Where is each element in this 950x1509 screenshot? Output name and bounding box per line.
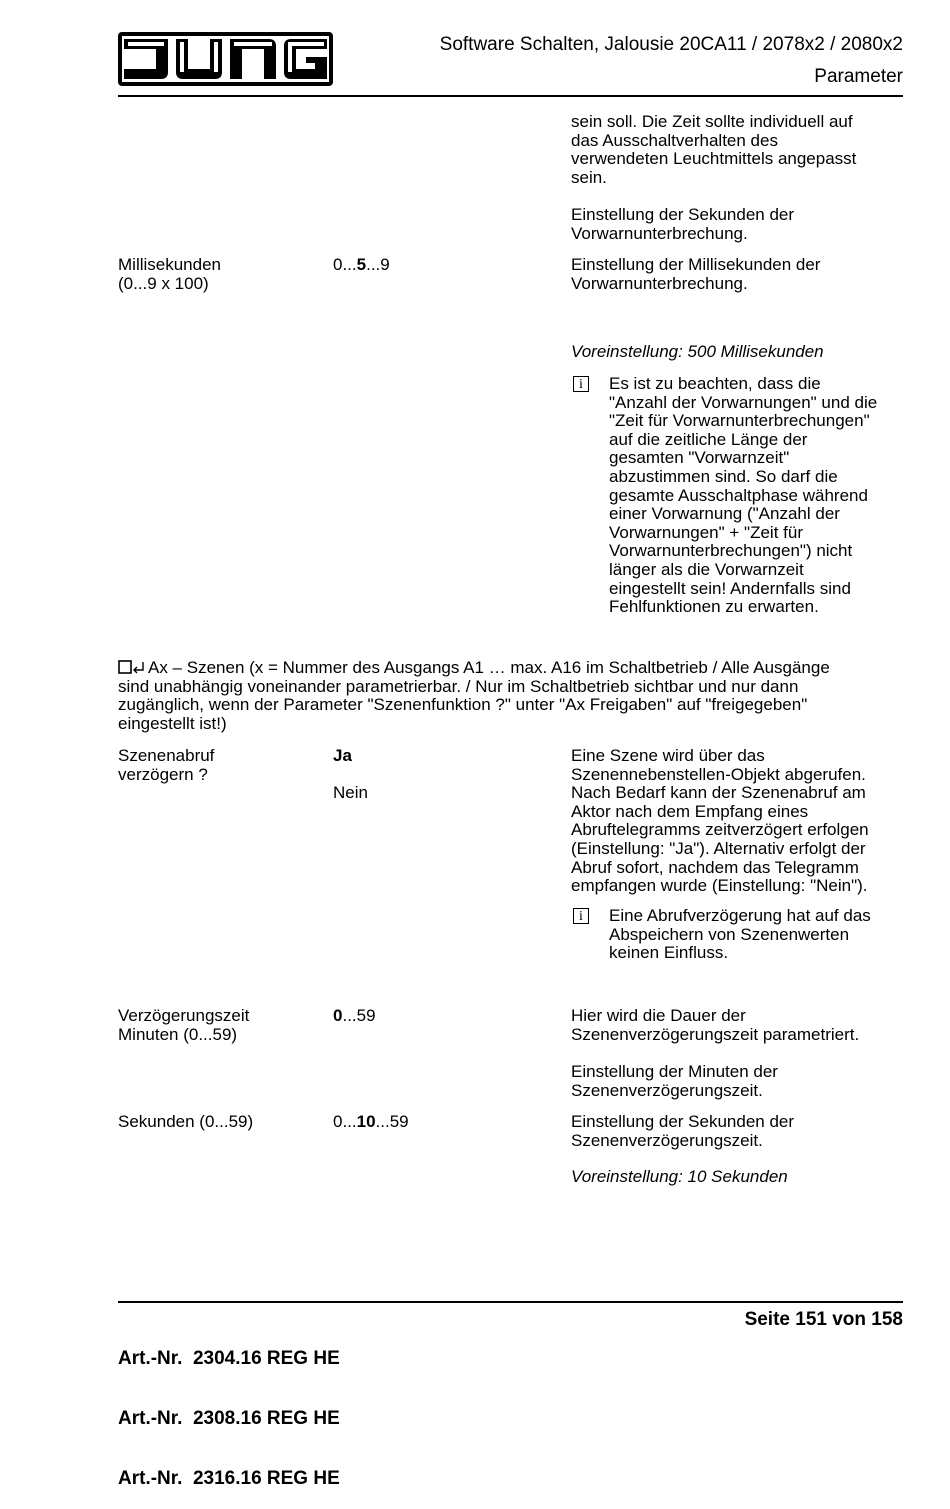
jung-logo bbox=[118, 32, 333, 86]
ms-default: Voreinstellung: 500 Millisekunden bbox=[571, 342, 824, 361]
section-title: Parameter bbox=[814, 66, 903, 87]
ms-parameter-label: Millisekunden (0...9 x 100) bbox=[118, 255, 221, 293]
ms-parameter-value: 0...5...9 bbox=[333, 255, 390, 274]
minutes-value: 0...59 bbox=[333, 1006, 376, 1025]
svg-text:JUNG: JUNG bbox=[118, 32, 121, 33]
minutes-label: Verzögerungszeit Minuten (0...59) bbox=[118, 1006, 250, 1044]
continuation-text: sein soll. Die Zeit sollte individuell auf das Ausschaltverhalten des verwendeten Leuchtmittels angepasst sein. bbox=[571, 112, 857, 187]
scene-delay-label: Szenenabruf verzögern ? bbox=[118, 746, 215, 784]
footer-rule bbox=[118, 1301, 903, 1303]
document-title: Software Schalten, Jalousie 20CA11 / 2078x2 / 2080x2 bbox=[439, 34, 903, 55]
scene-section-heading: Ax – Szenen (x = Nummer des Ausgangs A1 … max. A16 im Schaltbetrieb / Alle Ausgänge sind unabhängig voneinander parametrierbar. / Nur im Schaltbetrieb sichtbar und nur dann zugänglich, wenn der Parameter "Szenenfunktion ?" unter "Ax Freigaben" auf "freigegeben" eingestellt ist!) bbox=[118, 658, 830, 733]
ms-description: Einstellung der Millisekunden der Vorwarnunterbrechung. bbox=[571, 255, 821, 293]
page-number: Seite 151 von 158 bbox=[744, 1309, 903, 1330]
seconds-label: Sekunden (0...59) bbox=[118, 1112, 254, 1131]
minutes-description: Hier wird die Dauer der Szenenverzögerungszeit parametriert. bbox=[571, 1006, 860, 1044]
seconds-value: 0...10...59 bbox=[333, 1112, 409, 1131]
info-icon: i bbox=[573, 376, 589, 392]
seconds-description: Einstellung der Sekunden der Vorwarnunterbrechung. bbox=[571, 205, 795, 243]
info-icon: i bbox=[573, 908, 589, 924]
option-nein: Nein bbox=[333, 783, 368, 802]
option-ja: Ja bbox=[333, 746, 352, 765]
minutes-description-2: Einstellung der Minuten der Szenenverzögerungszeit. bbox=[571, 1062, 778, 1100]
info-note: Es ist zu beachten, dass die "Anzahl der Vorwarnungen" und die "Zeit für Vorwarnunterbrechungen" auf die zeitliche Länge der gesamten "Vorwarnzeit" abzustimmen sind. So darf die gesamte Ausschaltphase während einer Vorwarnung ("Anzahl der Vorwarnungen" + "Zeit für Vorwarnunterbrechungen") nicht länger als die Vorwarnzeit eingestellt sein! Andernfalls sind Fehlfunktionen zu erwarten. bbox=[609, 374, 878, 617]
scene-delay-description: Eine Szene wird über das Szenennebenstellen-Objekt abgerufen. Nach Bedarf kann der Szenenabruf am Aktor nach dem Empfang eines Abruftelegramms zeitverzögert erfolgen (Einstellung: "Ja"). Alternativ erfolgt der Abruf sofort, nachdem das Telegramm empfangen wurde (Einstellung: "Nein"). bbox=[571, 746, 869, 896]
article-numbers: Art.-Nr. 2304.16 REG HE Art.-Nr. 2308.16 REG HE Art.-Nr. 2316.16 REG HE bbox=[118, 1348, 340, 1489]
seconds-scene-description: Einstellung der Sekunden der Szenenverzögerungszeit. bbox=[571, 1112, 795, 1150]
seconds-default: Voreinstellung: 10 Sekunden bbox=[571, 1167, 788, 1186]
header-rule bbox=[118, 95, 903, 97]
info-note: Eine Abrufverzögerung hat auf das Abspeichern von Szenenwerten keinen Einfluss. bbox=[609, 906, 871, 963]
